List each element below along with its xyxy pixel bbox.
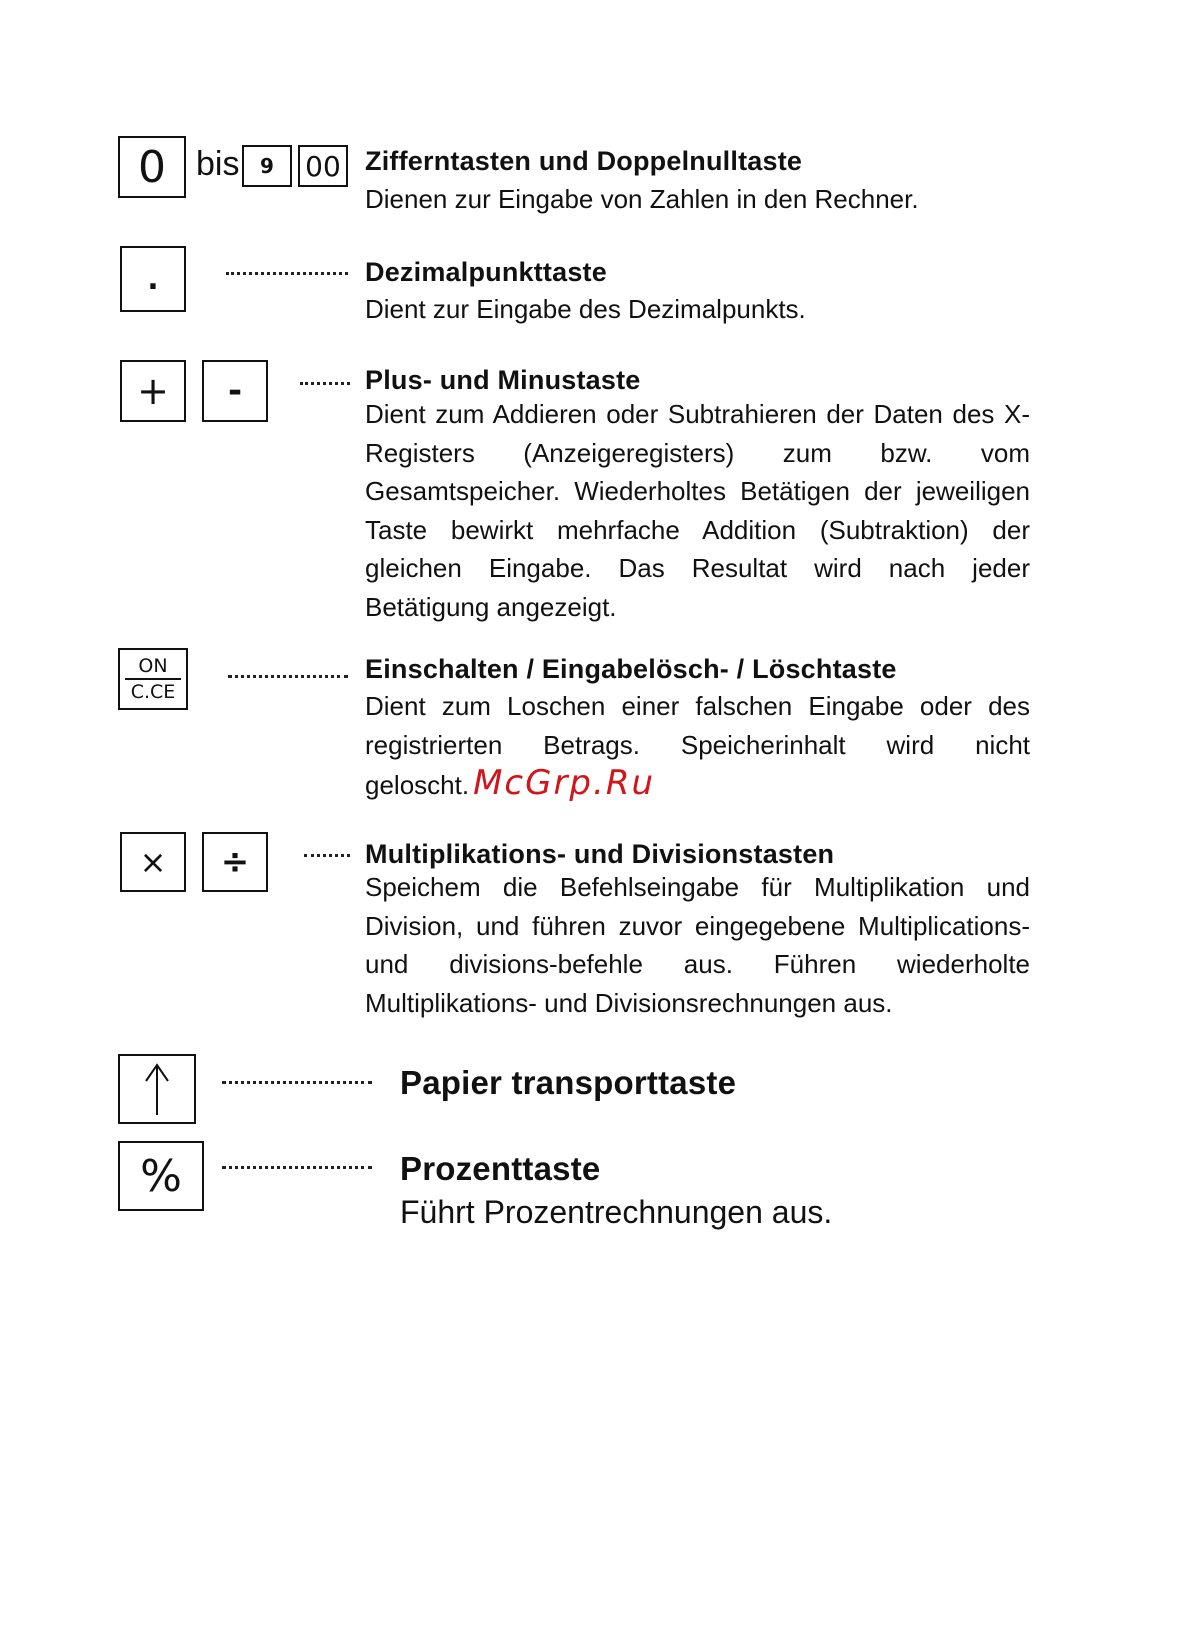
arrow-up-icon [142,1061,172,1117]
heading-zifferntasten: Zifferntasten und Doppelnulltaste [365,146,803,176]
key-plus-label: + [137,369,169,413]
key-paper-feed [118,1054,196,1124]
heading-dezimalpunkt: Dezimalpunkttaste [365,257,607,287]
heading-plus-minus: Plus- und Minustaste [365,365,641,395]
key-9 [242,145,292,187]
key-on-label: ON [138,655,168,677]
key-divide [202,832,268,892]
key-on-cce [118,648,188,710]
watermark: McGrp.Ru [473,763,655,803]
key-decimal [120,246,186,312]
text-einschalten-content: Dient zum Loschen einer falschen Eingabe oder des registrierten Betrags. Speicherinhalt wird nicht geloscht. [365,691,1030,800]
bis-label: bis [196,145,240,183]
leader-dots [300,382,350,387]
key-percent [118,1141,204,1211]
heading-prozent: Prozenttaste [400,1150,601,1187]
heading-papier: Papier transporttaste [400,1064,737,1101]
key-multiply-label: × [139,843,167,881]
key-plus [120,360,186,422]
key-minus [202,360,268,422]
text-prozent: Führt Prozentrechnungen aus. [400,1194,833,1230]
heading-multiplikation: Multiplikations- und Divisionstasten [365,839,835,869]
leader-dots [304,854,350,859]
key-0 [118,136,186,198]
text-plus-minus: Dient zum Addieren oder Subtrahieren der Daten des X-Registers (Anzeigeregisters) zum bzw. vom Gesamtspeicher. Wiederholtes Betätigen der jeweiligen Taste bewirkt mehrfache Addition (Subtraktion) der gleichen Eingabe. Das Resultat wird nach jeder Betätigung angezeigt. [365,399,1030,622]
key-0-label: 0 [138,141,166,193]
leader-dots [228,675,348,680]
key-00 [298,145,348,187]
leader-dots [222,1081,372,1086]
text-zifferntasten: Dienen zur Eingabe von Zahlen in den Rechner. [365,184,919,214]
key-decimal-label: . [147,261,159,297]
key-percent-label: % [140,1150,182,1202]
text-einschalten [365,687,1030,805]
key-00-label: 00 [305,149,341,183]
key-minus-label: - [227,371,243,411]
leader-dots [226,272,348,277]
key-multiply [120,832,186,892]
heading-einschalten: Einschalten / Eingabelösch- / Löschtaste [365,654,897,684]
key-on-cce-label [125,656,181,702]
key-9-label: 9 [260,154,274,178]
key-divide-label: ÷ [220,842,250,882]
text-dezimalpunkt: Dient zur Eingabe des Dezimalpunkts. [365,294,806,324]
fraction-line [125,678,181,680]
text-multiplikation: Speichem die Befehlseingabe für Multiplikation und Division, und führen zuvor eingegebene Multiplications- und divisions-befehle aus. Führen wiederholte Multiplikations- und Divisionsrechnungen aus. [365,872,1030,1018]
leader-dots [222,1166,372,1171]
key-cce-label: C.CE [130,681,176,703]
